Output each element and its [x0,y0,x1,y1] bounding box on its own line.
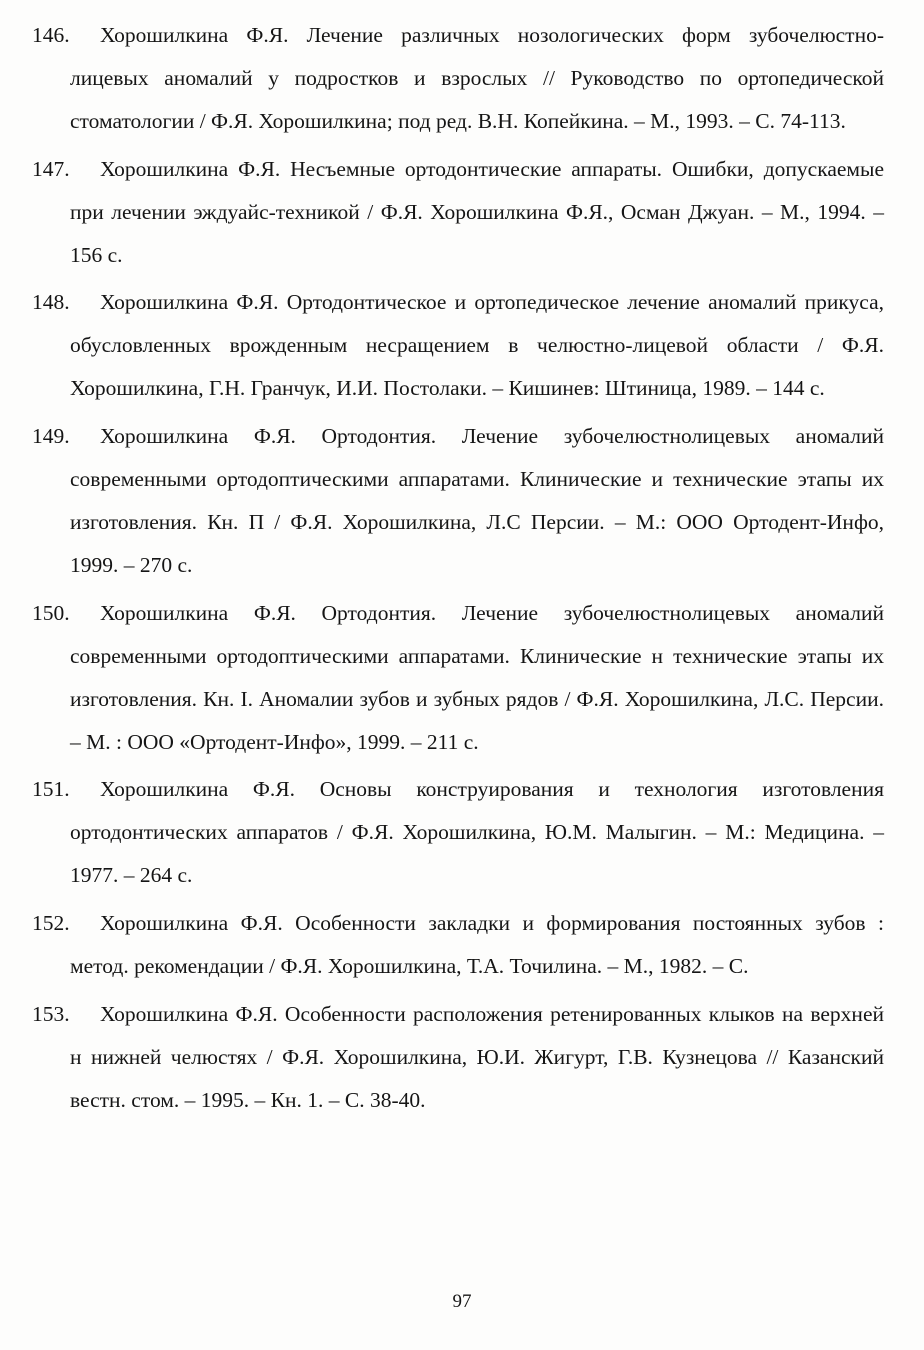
reference-item-148 [32,281,884,410]
reference-item-149 [32,415,884,587]
reference-number: 150. [32,600,70,625]
reference-text: Хорошилкина Ф.Я. Лечение различных нозологических форм зубочелюстно-лицевых аномалий у подростков и взрослых // Руководство по ортопедической стоматологии / Ф.Я. Хорошилкина; под ред. В.Н. Копейкина. – М., 1993. – С. 74-113. [70,23,884,133]
reference-number: 149. [32,424,70,449]
reference-text: Хорошилкина Ф.Я. Несъемные ортодонтические аппараты. Ошибки, допускаемые при лечении эждуайс-техникой / Ф.Я. Хорошилкина Ф.Я., Осман Джуан. – М., 1994. – 156 с. [70,156,884,267]
reference-text: Хорошилкина Ф.Я. Ортодонтия. Лечение зубочелюстнолицевых аномалий современными ортодоптическими аппаратами. Клинические н технические этапы их изготовления. Кн. I. Аномалии зубов и зубных рядов / Ф.Я. Хорошилкина, Л.С. Персии. – М. : ООО «Ортодент-Инфо», 1999. – 211 с. [70,600,884,754]
page-number: 97 [452,1291,472,1312]
reference-number: 153. [32,1001,70,1026]
reference-text: Хорошилкина Ф.Я. Ортодонтия. Лечение зубочелюстнолицевых аномалий современными ортодоптическими аппаратами. Клинические и технические этапы их изготовления. Кн. П / Ф.Я. Хорошилкина, Л.С Персии. – М.: ООО Ортодент-Инфо, 1999. – 270 с. [70,424,884,577]
reference-item-150 [32,592,884,764]
reference-text: Хорошилкина Ф.Я. Ортодонтическое и ортопедическое лечение аномалий прикуса, обусловленных врожденным несращением в челюстно-лицевой области / Ф.Я. Хорошилкина, Г.Н. Гранчук, И.И. Постолаки. – Кишинев: Штиница, 1989. – 144 с. [70,290,884,401]
reference-item-146 [32,14,884,143]
reference-number: 146. [32,23,70,47]
reference-number: 152. [32,911,70,936]
reference-item-147 [32,148,884,277]
reference-text: Хорошилкина Ф.Я. Основы конструирования и технология изготовления ортодонтических аппаратов / Ф.Я. Хорошилкина, Ю.М. Малыгин. – М.: Медицина. – 1977. – 264 с. [70,777,884,888]
reference-number: 151. [32,777,70,802]
reference-text: Хорошилкина Ф.Я. Особенности расположения ретенированных клыков на верхней н нижней челюстях / Ф.Я. Хорошилкина, Ю.И. Жигурт, Г.В. Кузнецова // Казанский вестн. стом. – 1995. – Кн. 1. – С. 38-40. [70,1001,884,1112]
reference-text: Хорошилкина Ф.Я. Особенности закладки и формирования постоянных зубов : метод. рекомендации / Ф.Я. Хорошилкина, Т.А. Точилина. – М., 1982. – С. [70,911,884,979]
reference-item-152 [32,902,884,988]
reference-number: 148. [32,290,70,315]
reference-list [32,14,884,1127]
reference-item-151 [32,768,884,897]
reference-item-153 [32,993,884,1122]
reference-number: 147. [32,156,70,181]
